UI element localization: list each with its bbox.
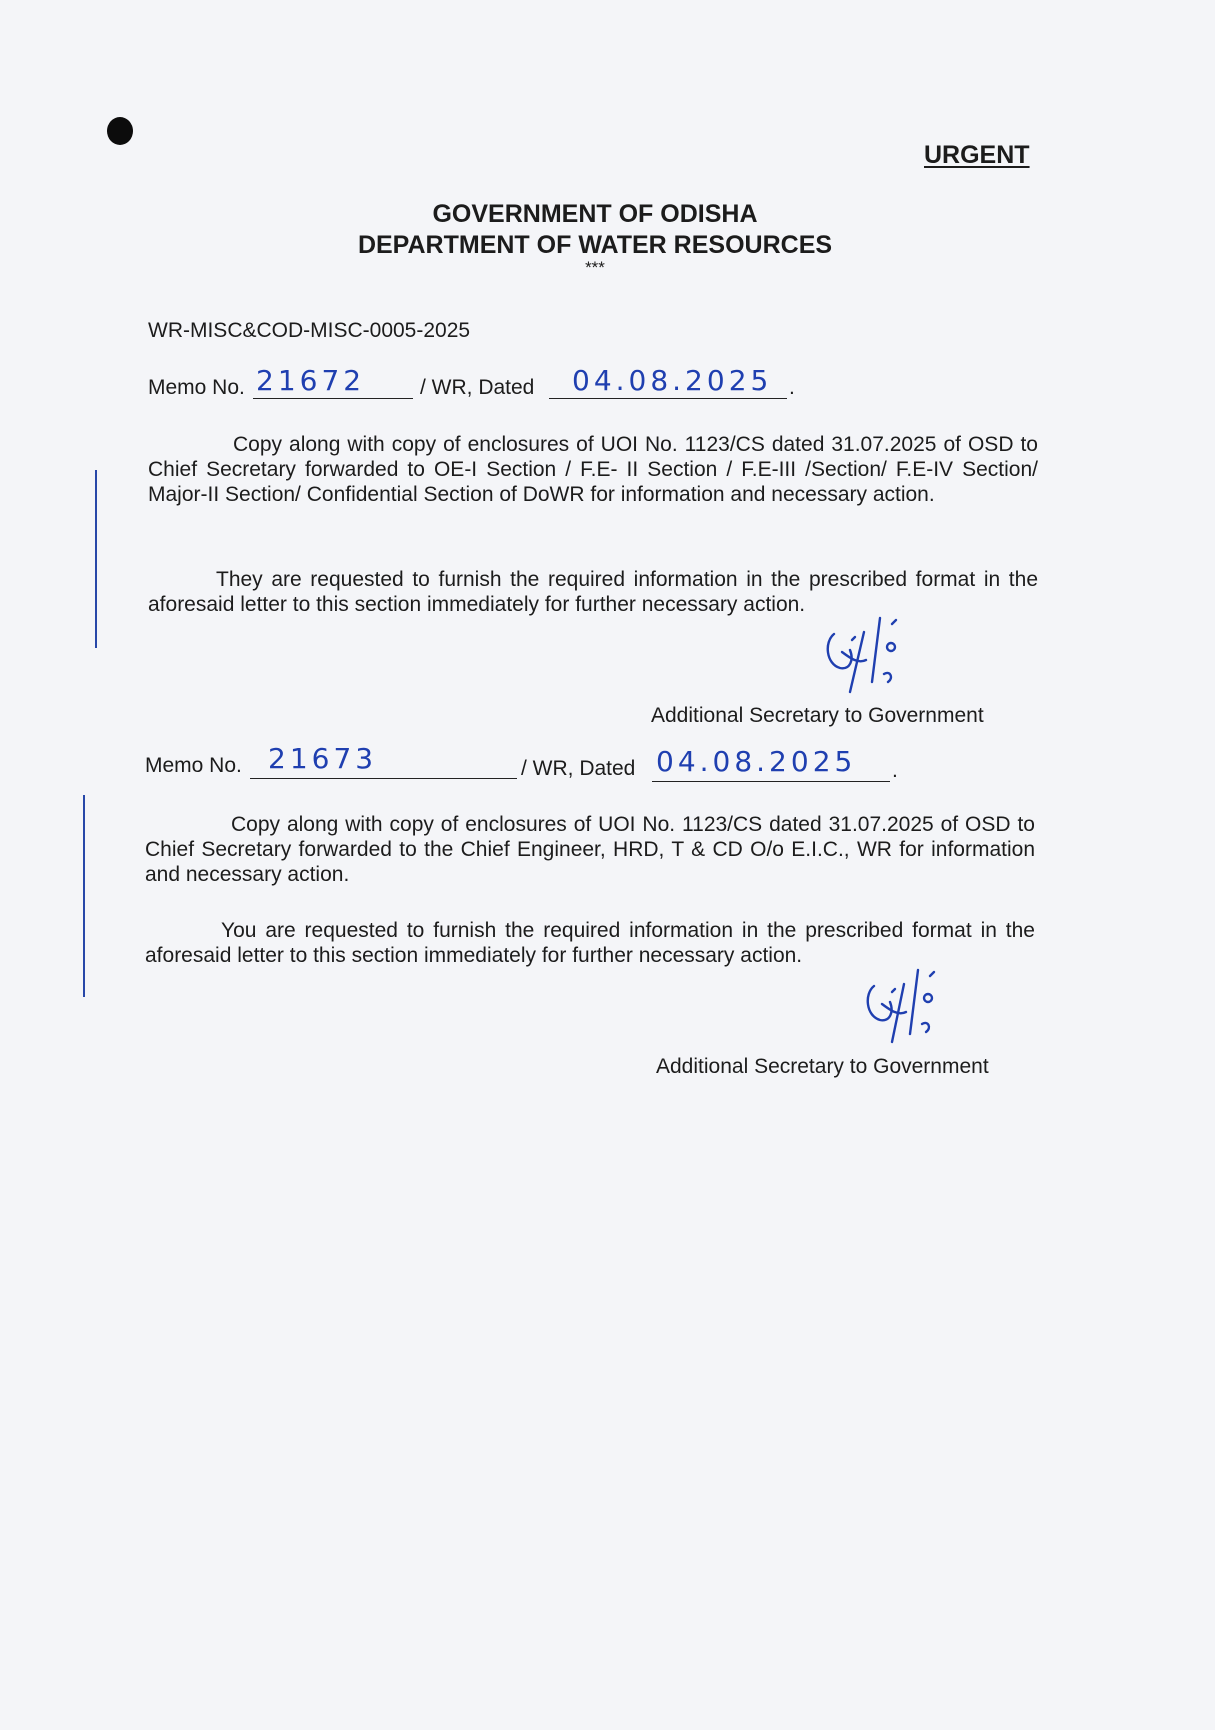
memo2-wr-dated: / WR, Dated xyxy=(521,757,636,780)
memo1-signatory: Additional Secretary to Government xyxy=(651,704,984,727)
memo1-paragraph-2: They are requested to furnish the required information in the prescribed format in the aforesaid letter to this section immediately for further necessary action. xyxy=(148,568,1038,616)
header-department: DEPARTMENT OF WATER RESOURCES xyxy=(357,231,833,259)
memo2-date: 04.08.2025 xyxy=(656,745,857,778)
memo2-paragraph-1: Copy along with copy of enclosures of UOI No. 1123/CS dated 31.07.2025 of OSD to Chief Secretary forwarded to the Chief Engineer, HRD, T & CD O/o E.I.C., WR for information and necessary action. xyxy=(145,813,1035,886)
memo2-signatory: Additional Secretary to Government xyxy=(656,1055,989,1078)
signature-2 xyxy=(860,962,970,1047)
memo1-wr-dated: / WR, Dated xyxy=(420,376,535,399)
memo2-line-end: . xyxy=(892,759,898,782)
header-stars: *** xyxy=(585,258,605,277)
header-government: GOVERNMENT OF ODISHA xyxy=(432,200,758,228)
memo2-paragraph-2: You are requested to furnish the required information in the prescribed format in the aforesaid letter to this section immediately for further necessary action. xyxy=(145,919,1035,967)
file-reference: WR-MISC&COD-MISC-0005-2025 xyxy=(148,319,471,342)
memo1-line-end: . xyxy=(789,376,795,399)
memo1-number: 21672 xyxy=(256,364,366,397)
urgent-label: URGENT xyxy=(924,141,1030,169)
memo1-date: 04.08.2025 xyxy=(572,364,773,397)
memo2-number: 21673 xyxy=(268,742,378,775)
signature-1 xyxy=(820,612,940,697)
punch-hole xyxy=(107,117,133,145)
margin-mark-1 xyxy=(95,470,97,648)
memo1-paragraph-1: Copy along with copy of enclosures of UOI No. 1123/CS dated 31.07.2025 of OSD to Chief Secretary forwarded to OE-I Section / F.E- II Section / F.E-III /Section/ F.E-IV Section/ Major-II Section/ Confidential Section of DoWR for information and necessary action. xyxy=(148,433,1038,506)
memo2-label: Memo No. xyxy=(145,754,242,777)
memo1-label: Memo No. xyxy=(148,376,245,399)
margin-mark-2 xyxy=(83,795,85,997)
